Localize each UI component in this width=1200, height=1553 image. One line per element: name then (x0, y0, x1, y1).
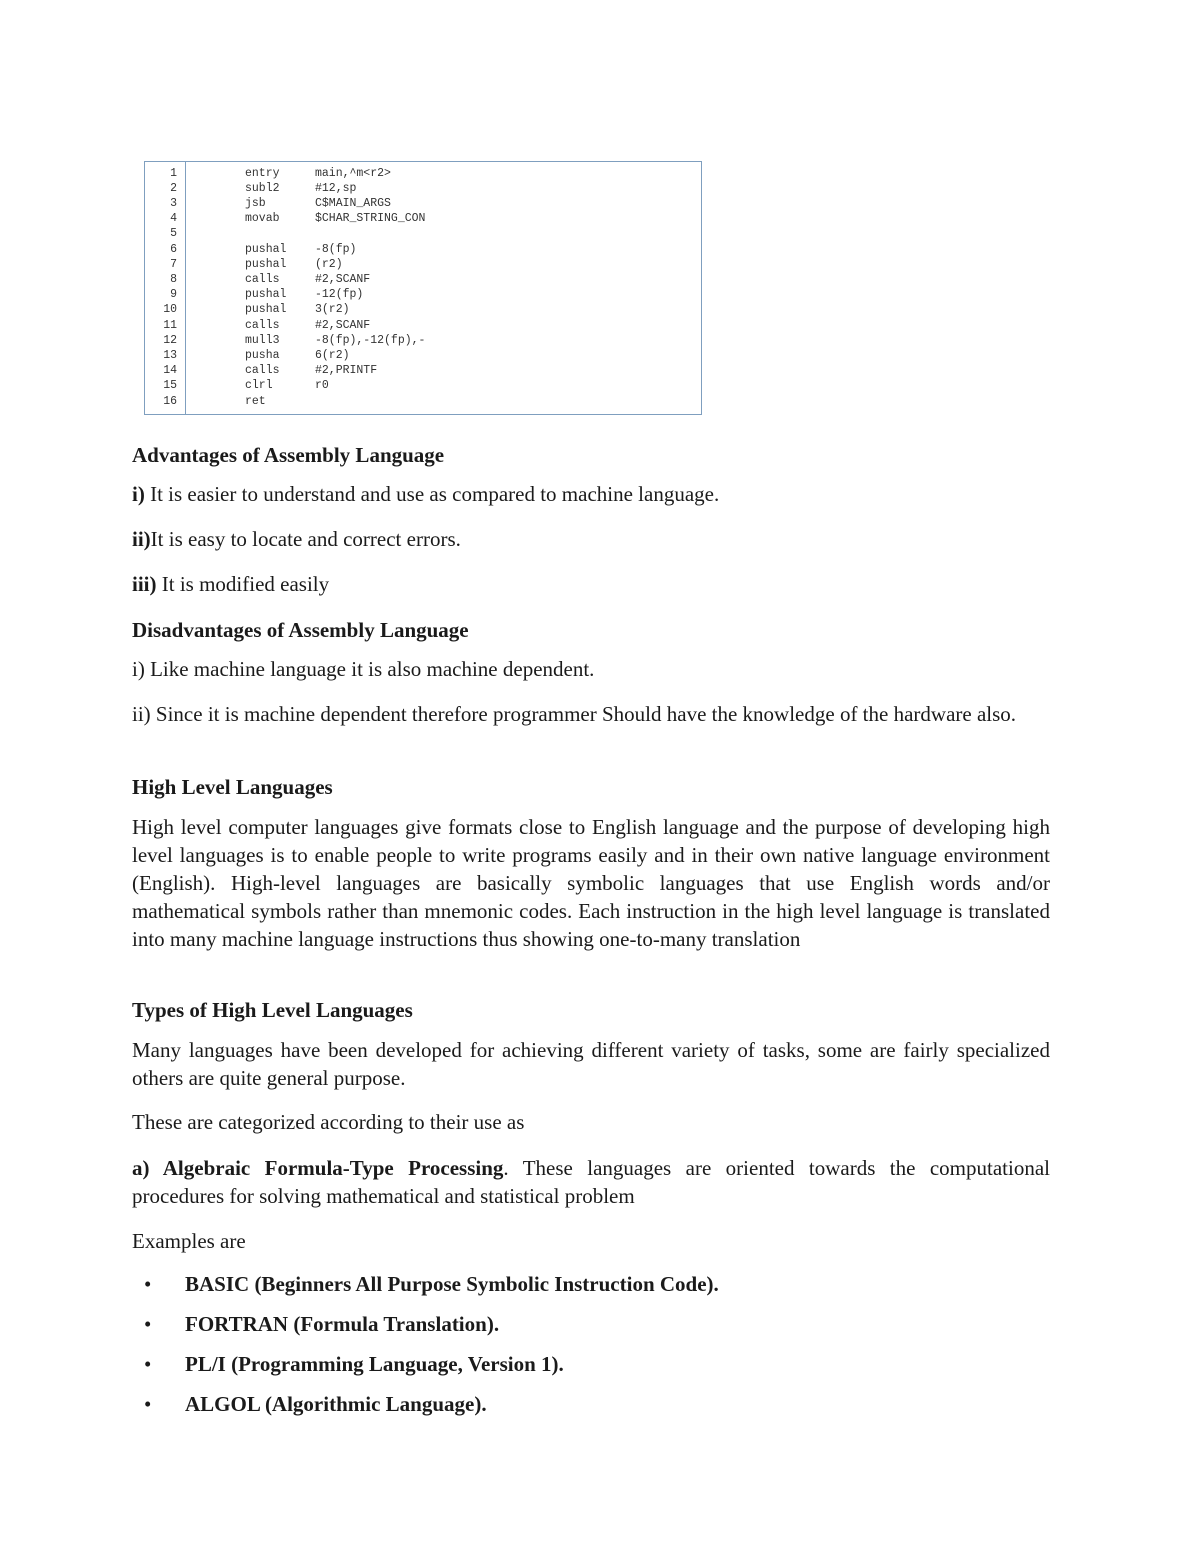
examples-list (132, 1270, 1050, 1430)
operand: -8(fp),-12(fp),- (315, 334, 426, 347)
advantage-item-1 (132, 480, 1050, 508)
instruction: subl2 (245, 182, 280, 195)
high-level-paragraph: High level computer languages give formats close to English language and the purpose of developing high level languages is to enable people to write programs easily and in their own native language environment (English). High-level languages are basically symbolic languages that use English words and/or mathematical symbols rather than mnemonic codes. Each instruction in the high level language is translated into many machine language instructions thus showing one-to-many translation (132, 815, 1050, 951)
instruction: clrl (245, 379, 273, 392)
disadvantages-heading: Disadvantages of Assembly Language (132, 618, 469, 642)
list-item-text: PL/I (Programming Language, Version 1). (185, 1352, 564, 1376)
bullet-icon: • (144, 1392, 152, 1416)
list-item (132, 1310, 1050, 1350)
instruction: pusha (245, 349, 280, 362)
disadvantage-item-1: i) Like machine language it is also machine dependent. (132, 657, 595, 681)
list-item-text: FORTRAN (Formula Translation). (185, 1312, 500, 1336)
operand: r0 (315, 379, 329, 392)
item-marker: iii) (132, 572, 157, 596)
line-number: 14 (163, 364, 177, 377)
code-line (145, 242, 701, 257)
advantage-item-3 (132, 570, 1050, 598)
instruction: calls (245, 273, 280, 286)
algebraic-text: . These languages are oriented towards the computational procedures for solving mathematical and statistical problem (132, 1156, 1050, 1208)
code-line (145, 318, 701, 333)
instruction: entry (245, 167, 280, 180)
bullet-icon: • (144, 1312, 152, 1336)
operand: (r2) (315, 258, 343, 271)
line-number: 2 (170, 182, 177, 195)
code-line (145, 226, 701, 241)
categorized-paragraph: These are categorized according to their use as (132, 1110, 525, 1134)
list-item-text: BASIC (Beginners All Purpose Symbolic Instruction Code). (185, 1272, 719, 1296)
code-line (145, 302, 701, 317)
code-line (145, 333, 701, 348)
operand: C$MAIN_ARGS (315, 197, 391, 210)
instruction: movab (245, 212, 280, 225)
instruction: jsb (245, 197, 266, 210)
line-number: 16 (163, 395, 177, 408)
operand: 6(r2) (315, 349, 350, 362)
operand: -8(fp) (315, 243, 357, 256)
code-line (145, 181, 701, 196)
code-line (145, 363, 701, 378)
line-number: 8 (170, 273, 177, 286)
item-text: It is easier to understand and use as compared to machine language. (144, 482, 720, 506)
types-heading: Types of High Level Languages (132, 998, 413, 1022)
operand: #12,sp (315, 182, 357, 195)
instruction: ret (245, 395, 266, 408)
instruction: calls (245, 364, 280, 377)
line-number: 10 (163, 303, 177, 316)
code-line (145, 196, 701, 211)
high-level-heading: High Level Languages (132, 775, 333, 799)
code-line (145, 211, 701, 226)
code-line (145, 378, 701, 393)
line-number: 11 (163, 319, 177, 332)
operand: #2,SCANF (315, 273, 371, 286)
code-line (145, 257, 701, 272)
algebraic-label: a) Algebraic Formula-Type Processing (132, 1156, 504, 1180)
line-number: 4 (170, 212, 177, 225)
bullet-icon: • (144, 1272, 152, 1296)
code-line (145, 287, 701, 302)
operand: -12(fp) (315, 288, 364, 301)
item-marker: i) (132, 482, 145, 506)
line-number: 12 (163, 334, 177, 347)
instruction: pushal (245, 288, 287, 301)
line-number: 3 (170, 197, 177, 210)
item-text: It is modified easily (156, 572, 330, 596)
instruction: pushal (245, 303, 287, 316)
instruction: pushal (245, 243, 287, 256)
line-number: 5 (170, 227, 177, 240)
line-number: 7 (170, 258, 177, 271)
operand: #2,SCANF (315, 319, 371, 332)
list-item-text: ALGOL (Algorithmic Language). (185, 1392, 487, 1416)
line-number: 13 (163, 349, 177, 362)
code-listing (144, 161, 702, 415)
list-item (132, 1350, 1050, 1390)
code-line (145, 348, 701, 363)
operand: main,^m<r2> (315, 167, 391, 180)
instruction: pushal (245, 258, 287, 271)
code-line (145, 166, 701, 181)
item-text: It is easy to locate and correct errors. (150, 527, 461, 551)
bullet-icon: • (144, 1352, 152, 1376)
instruction: mull3 (245, 334, 280, 347)
list-item (132, 1270, 1050, 1310)
line-number: 15 (163, 379, 177, 392)
line-number: 9 (170, 288, 177, 301)
instruction: calls (245, 319, 280, 332)
line-number: 6 (170, 243, 177, 256)
code-line (145, 272, 701, 287)
list-item (132, 1390, 1050, 1430)
advantage-item-2 (132, 525, 1050, 553)
item-marker: ii) (132, 527, 151, 551)
examples-intro: Examples are (132, 1229, 246, 1253)
line-number: 1 (170, 167, 177, 180)
types-paragraph: Many languages have been developed for achieving different variety of tasks, some are fairly specialized others are quite general purpose. (132, 1038, 1050, 1090)
operand: $CHAR_STRING_CON (315, 212, 426, 225)
disadvantage-item-2: ii) Since it is machine dependent therefore programmer Should have the knowledge of the hardware also. (132, 702, 1017, 726)
algebraic-paragraph (132, 1154, 1050, 1210)
code-line (145, 394, 701, 409)
operand: #2,PRINTF (315, 364, 378, 377)
advantages-heading: Advantages of Assembly Language (132, 443, 445, 467)
operand: 3(r2) (315, 303, 350, 316)
